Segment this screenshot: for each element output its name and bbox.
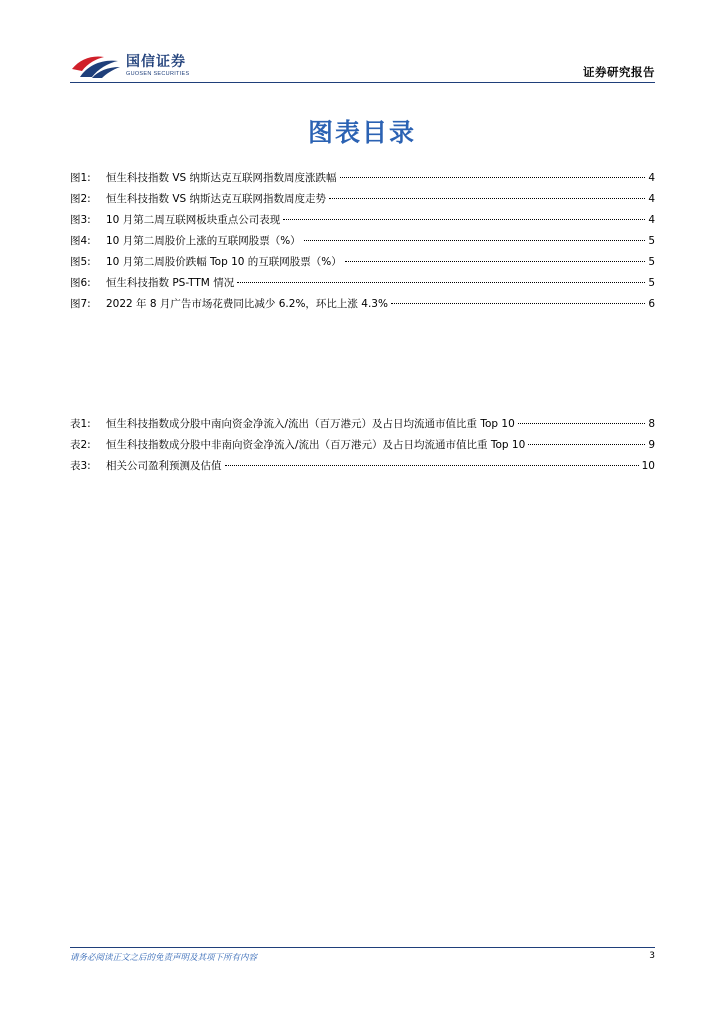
figure-list: [70, 170, 655, 317]
logo-english-name: GUOSEN SECURITIES: [126, 71, 190, 77]
toc-entry[interactable]: [70, 170, 655, 191]
toc-entry-title: 2022 年 8 月广告市场花费同比减少 6.2%，环比上涨 4.3%: [106, 298, 388, 310]
toc-entry-page: 4: [648, 214, 655, 226]
dot-leader: [304, 240, 646, 241]
toc-entry-label: 图3:: [70, 214, 91, 226]
toc-entry[interactable]: [70, 296, 655, 317]
toc-entry-title: 10 月第二周股价跌幅 Top 10 的互联网股票（%）: [106, 256, 342, 268]
toc-entry-label: 图2:: [70, 193, 91, 205]
toc-entry[interactable]: [70, 233, 655, 254]
toc-entry-title: 恒生科技指数成分股中南向资金净流入/流出（百万港元）及占日均流通市值比重 Top 10: [106, 418, 515, 430]
toc-entry-page: 6: [648, 298, 655, 310]
dot-leader: [225, 465, 639, 466]
dot-leader: [283, 219, 645, 220]
dot-leader: [391, 303, 645, 304]
toc-entry[interactable]: [70, 275, 655, 296]
dot-leader: [528, 444, 645, 445]
toc-entry-title: 10 月第二周股价上涨的互联网股票（%）: [106, 235, 301, 247]
toc-entry[interactable]: [70, 458, 655, 479]
toc-entry-label: 表3:: [70, 460, 91, 472]
toc-entry-label: 图6:: [70, 277, 91, 289]
toc-entry-label: 表1:: [70, 418, 91, 430]
toc-entry-label: 图1:: [70, 172, 91, 184]
toc-entry[interactable]: [70, 212, 655, 233]
toc-entry[interactable]: [70, 191, 655, 212]
guosen-logo-icon: [70, 51, 122, 81]
page-header: [70, 50, 655, 84]
dot-leader: [237, 282, 645, 283]
toc-entry-title: 恒生科技指数 VS 纳斯达克互联网指数周度涨跌幅: [106, 172, 337, 184]
toc-entry-page: 5: [648, 235, 655, 247]
toc-entry-title: 恒生科技指数 PS-TTM 情况: [106, 277, 235, 289]
toc-entry-page: 10: [641, 460, 655, 472]
toc-entry-title: 恒生科技指数 VS 纳斯达克互联网指数周度走势: [106, 193, 327, 205]
toc-entry-title: 相关公司盈利预测及估值: [106, 460, 222, 472]
page-title: 图表目录: [307, 118, 416, 147]
toc-entry-page: 4: [648, 193, 655, 205]
report-type-label: 证券研究报告: [583, 65, 655, 79]
dot-leader: [345, 261, 646, 262]
toc-entry[interactable]: [70, 416, 655, 437]
dot-leader: [340, 177, 646, 178]
toc-entry-title: 10 月第二周互联网板块重点公司表现: [106, 214, 281, 226]
toc-entry-page: 9: [648, 439, 655, 451]
toc-entry-title: 恒生科技指数成分股中非南向资金净流入/流出（百万港元）及占日均流通市值比重 Top 10: [106, 439, 526, 451]
dot-leader: [329, 198, 645, 199]
toc-entry[interactable]: [70, 254, 655, 275]
toc-entry-page: 5: [648, 277, 655, 289]
guosen-logo: [70, 50, 189, 82]
header-divider: [70, 82, 655, 83]
dot-leader: [518, 423, 646, 424]
toc-entry-label: 图4:: [70, 235, 91, 247]
table-list: [70, 416, 655, 479]
toc-entry-label: 图5:: [70, 256, 91, 268]
toc-entry-page: 4: [648, 172, 655, 184]
footer-divider: [70, 947, 655, 948]
logo-chinese-name: 国信证券: [126, 54, 186, 70]
page-number: 3: [649, 951, 655, 961]
toc-entry[interactable]: [70, 437, 655, 458]
toc-entry-label: 表2:: [70, 439, 91, 451]
footer-disclaimer: 请务必阅读正文之后的免责声明及其项下所有内容: [70, 953, 258, 963]
toc-entry-page: 8: [648, 418, 655, 430]
logo-text: [126, 54, 189, 78]
toc-entry-page: 5: [648, 256, 655, 268]
toc-entry-label: 图7:: [70, 298, 91, 310]
